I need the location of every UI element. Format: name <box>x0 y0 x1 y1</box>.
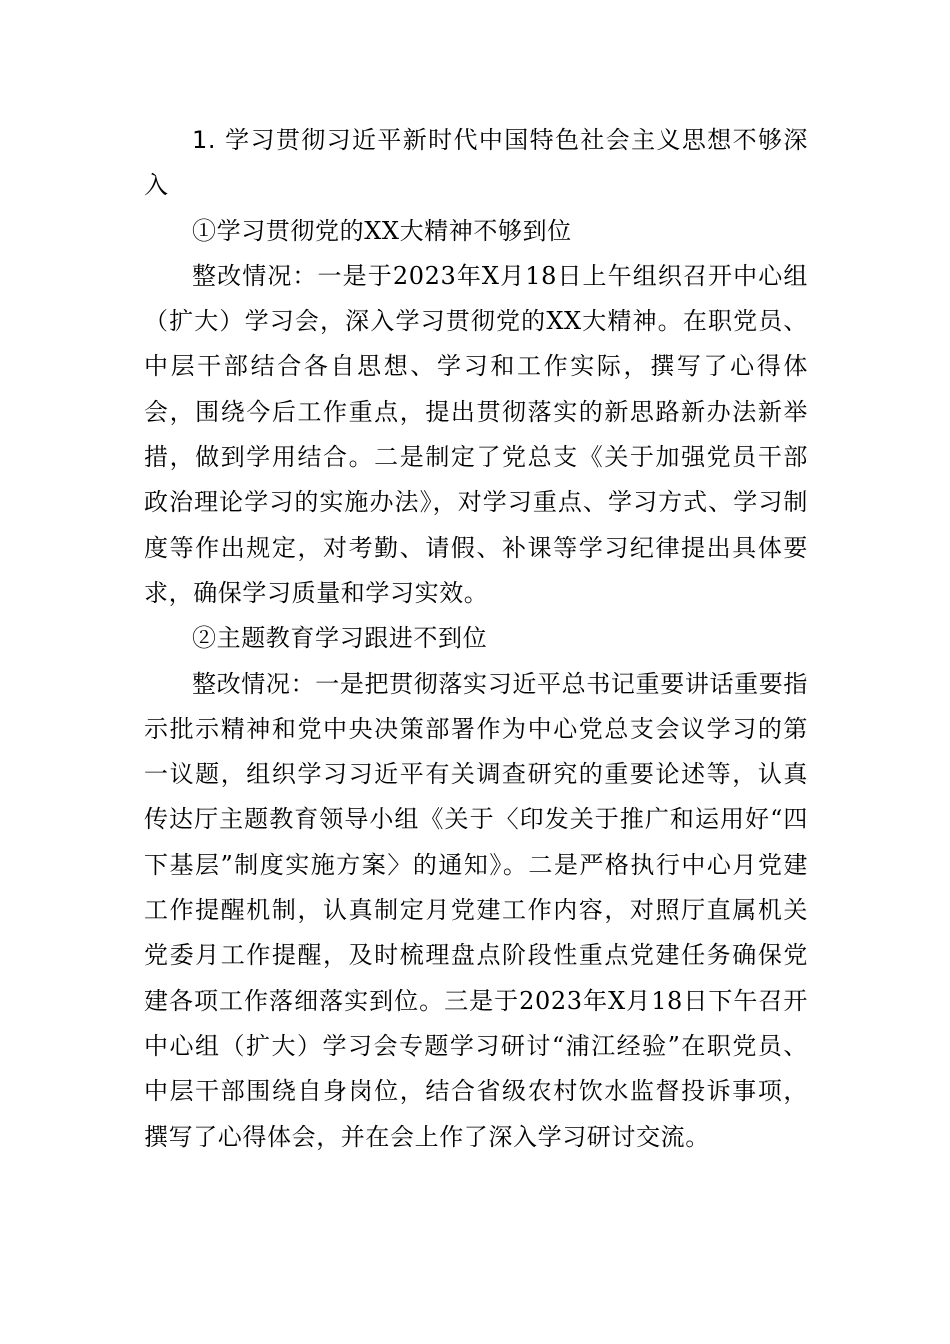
paragraph-2: 整改情况：一是把贯彻落实习近平总书记重要讲话重要指示批示精神和党中央决策部署作为中心党总支会议学习的第一议题，组织学习习近平有关调查研究的重要论述等，认真传达厅主题教育领导小组《关于〈印发关于推广和运用好“四下基层”制度实施方案〉的通知》。二是严格执行中心月党建工作提醒机制，认真制定月党建工作内容，对照厅直属机关党委月工作提醒，及时梳理盘点阶段性重点党建任务确保党建各项工作落细落实到位。三是于2023年X月18日下午召开中心组（扩大）学习会专题学习研讨“浦江经验”在职党员、中层干部围绕自身岗位，结合省级农村饮水监督投诉事项，撰写了心得体会，并在会上作了深入学习研讨交流。 <box>144 669 808 1151</box>
paragraph-1: 整改情况：一是于2023年X月18日上午组织召开中心组（扩大）学习会，深入学习贯彻党的XX大精神。在职党员、中层干部结合各自思想、学习和工作实际，撰写了心得体会，围绕今后工作重点，提出贯彻落实的新思路新办法新举措，做到学用结合。二是制定了党总支《关于加强党员干部政治理论学习的实施办法》，对学习重点、学习方式、学习制度等作出规定，对考勤、请假、补课等学习纪律提出具体要求，确保学习质量和学习实效。 <box>144 261 808 607</box>
subheading-1: ①学习贯彻党的XX大精神不够到位 <box>192 216 572 245</box>
subheading-2: ②主题教育学习跟进不到位 <box>192 624 488 653</box>
document-page <box>144 118 808 1160</box>
section-heading: 1. 学习贯彻习近平新时代中国特色社会主义思想不够深入 <box>144 126 808 200</box>
